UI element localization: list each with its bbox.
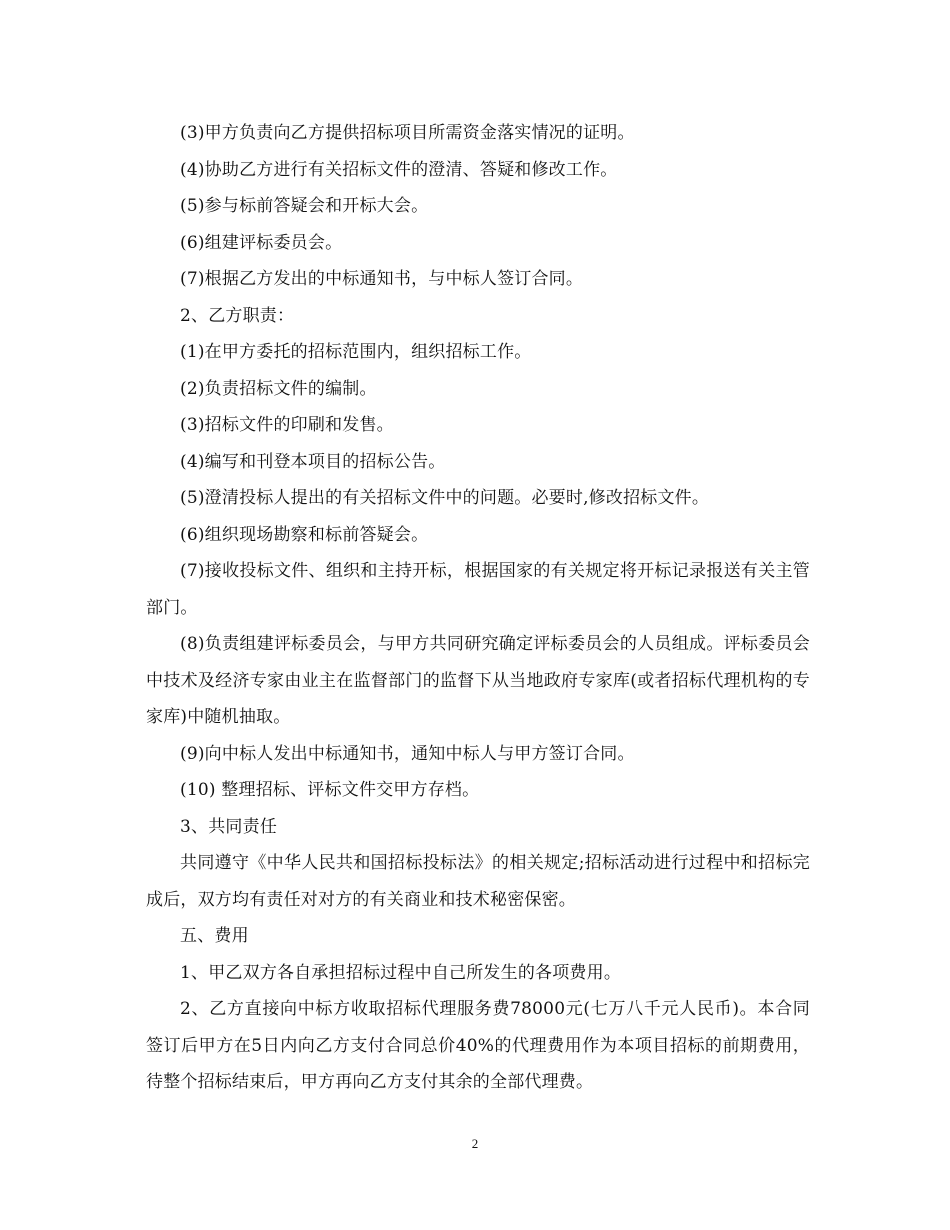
paragraph-b-clause-4: (4)编写和刊登本项目的招标公告。 xyxy=(180,451,446,472)
paragraph-b-clause-5: (5)澄清投标人提出的有关招标文件中的问题。必要时,修改招标文件。 xyxy=(180,488,710,508)
paragraph-fees-clause-2: 2、乙方直接向中标方收取招标代理服务费78000元(七万八千元人民币)。本合同签订后甲方在5日内向乙方支付合同总价40%的代理费用作为本项目招标的前期费用，待整个招标结束后，甲方再向乙方支付其余的全部代理费。 xyxy=(146,999,810,1092)
paragraph-clause-3-funding-proof: (3)甲方负责向乙方提供招标项目所需资金落实情况的证明。 xyxy=(180,123,635,143)
paragraph-b-clause-6: (6)组织现场勘察和标前答疑会。 xyxy=(180,524,429,545)
paragraph-b-clause-7: (7)接收投标文件、组织和主持开标，根据国家的有关规定将开标记录报送有关主管部门。 xyxy=(146,561,810,618)
paragraph-joint-responsibility: 共同遵守《中华人民共和国招标投标法》的相关规定;招标活动进行过程中和招标完成后，双方均有责任对对方的有关商业和技术秘密保密。 xyxy=(146,853,810,910)
paragraph-b-clause-2: (2)负责招标文件的编制。 xyxy=(180,378,377,399)
paragraph-clause-5-meetings: (5)参与标前答疑会和开标大会。 xyxy=(180,196,429,216)
section-heading-joint-responsibility: 3、共同责任 xyxy=(180,816,278,837)
section-heading-party-b-duties: 2、乙方职责： xyxy=(180,305,295,326)
paragraph-b-clause-3: (3)招标文件的印刷和发售。 xyxy=(180,415,394,435)
paragraph-fees-clause-1: 1、甲乙双方各自承担招标过程中自己所发生的各项费用。 xyxy=(180,962,622,983)
paragraph-clause-6-committee: (6)组建评标委员会。 xyxy=(180,232,343,253)
page-number: 2 xyxy=(471,1136,479,1151)
paragraph-b-clause-1: (1)在甲方委托的招标范围内，组织招标工作。 xyxy=(180,342,532,362)
paragraph-clause-7-contract: (7)根据乙方发出的中标通知书，与中标人签订合同。 xyxy=(180,269,584,289)
paragraph-b-clause-10: (10) 整理招标、评标文件交甲方存档。 xyxy=(180,780,480,800)
document-body xyxy=(146,115,810,1101)
paragraph-b-clause-8: (8)负责组建评标委员会，与甲方共同研究确定评标委员会的人员组成。评标委员会中技术及经济专家由业主在监督部门的监督下从当地政府专家库(或者招标代理机构的专家库)中随机抽取。 xyxy=(146,634,810,727)
paragraph-b-clause-9: (9)向中标人发出中标通知书，通知中标人与甲方签订合同。 xyxy=(180,743,635,764)
section-heading-fees: 五、费用 xyxy=(180,926,249,946)
paragraph-clause-4-clarification: (4)协助乙方进行有关招标文件的澄清、答疑和修改工作。 xyxy=(180,159,618,180)
